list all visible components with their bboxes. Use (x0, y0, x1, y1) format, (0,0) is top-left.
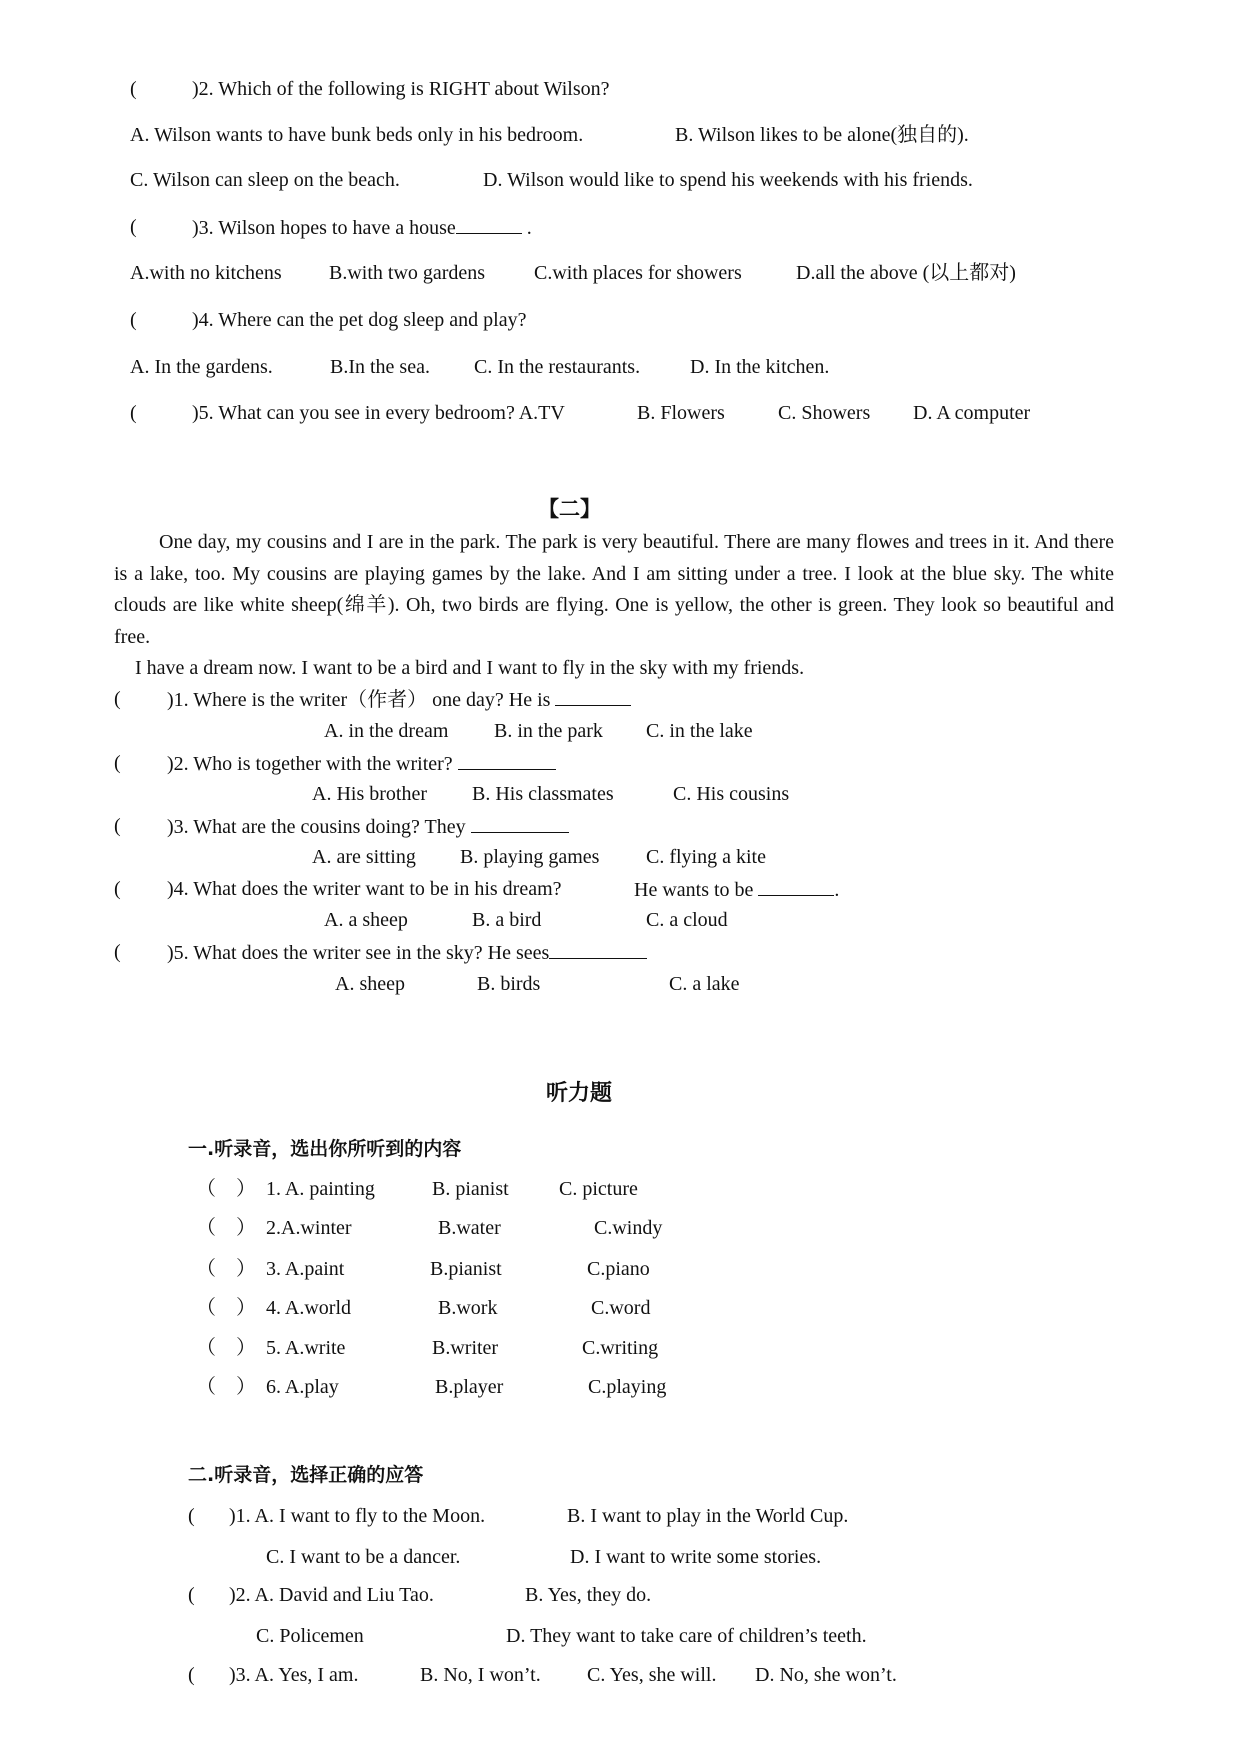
option: D. In the kitchen. (690, 356, 830, 378)
option: A. Wilson wants to have bunk beds only in his bedroom. (130, 124, 584, 146)
option: 3. A.paint (266, 1258, 345, 1280)
option: A. In the gardens. (130, 356, 273, 378)
answer-blank (555, 687, 631, 706)
section-heading: 一.听录音，选出你所听到的内容 (188, 1138, 462, 1160)
option: C. His cousins (673, 783, 790, 805)
question-text: )4. What does the writer want to be in his dream? (167, 878, 562, 900)
option: B. Yes, they do. (525, 1584, 652, 1606)
answer-paren-open: （ (196, 1337, 216, 1359)
option: )3. A. Yes, I am. (229, 1664, 359, 1686)
option: 1. A. painting (266, 1178, 375, 1200)
question-tail: . (834, 879, 840, 901)
option: B.water (438, 1217, 501, 1239)
option: C.word (591, 1297, 651, 1319)
option: C. in the lake (646, 720, 753, 742)
answer-paren: ( (188, 1584, 195, 1606)
question-line (167, 751, 556, 776)
option: 6. A.play (266, 1376, 339, 1398)
listening-title: 听力题 (546, 1081, 613, 1106)
passage-paragraph: I have a dream now. I want to be a bird and I want to fly in the sky with my friends. (135, 657, 805, 679)
option: )1. A. I want to fly to the Moon. (229, 1505, 486, 1527)
answer-paren: ( (188, 1664, 195, 1686)
option: C.playing (588, 1376, 667, 1398)
option: B. birds (477, 973, 541, 995)
option: A. a sheep (324, 909, 408, 931)
option: D. A computer (913, 402, 1031, 424)
option: D. They want to take care of children’s teeth. (506, 1625, 867, 1647)
question-line (634, 877, 839, 902)
answer-blank (549, 940, 647, 959)
answer-paren-open: （ (196, 1217, 216, 1239)
option: B. Flowers (637, 402, 725, 424)
option: B. I want to play in the World Cup. (567, 1505, 849, 1527)
question-line (167, 940, 647, 965)
question-text: )3. Wilson hopes to have a house (192, 217, 456, 239)
option: B.work (438, 1297, 498, 1319)
option: C. Wilson can sleep on the beach. (130, 169, 400, 191)
option: C.windy (594, 1217, 663, 1239)
answer-paren-open: （ (196, 1376, 216, 1398)
option: A. in the dream (324, 720, 449, 742)
answer-paren: ( (114, 878, 121, 900)
option: C. a lake (669, 973, 740, 995)
option: B. Wilson likes to be alone(独自的). (675, 124, 969, 146)
answer-blank (471, 814, 569, 833)
option: C. picture (559, 1178, 638, 1200)
option: B.with two gardens (329, 262, 486, 284)
answer-paren-close: ） (236, 1178, 256, 1200)
section-heading: 【二】 (538, 497, 601, 521)
answer-paren-close: ） (236, 1258, 256, 1280)
reading-passage (114, 527, 1114, 685)
option: A. His brother (312, 783, 427, 805)
question-text: )5. What can you see in every bedroom? A.TV (192, 402, 565, 424)
option: B. pianist (432, 1178, 509, 1200)
option: B. No, I won’t. (420, 1664, 541, 1686)
answer-blank (456, 215, 522, 234)
option: A.with no kitchens (130, 262, 282, 284)
answer-paren-close: ） (236, 1337, 256, 1359)
answer-paren: ( (130, 309, 137, 331)
answer-paren-open: （ (196, 1258, 216, 1280)
section-heading: 二.听录音，选择正确的应答 (188, 1464, 424, 1486)
passage-paragraph: One day, my cousins and I are in the park. The park is very beautiful. There are many flowes and trees in it. And there is a lake, too. My cousins are playing games by the lake. And I am sitting under a tree. I look at the blue sky. The white clouds are like white sheep(绵羊). Oh, two birds are flying. One is yellow, the other is green. They look so beautiful and free. (114, 531, 1114, 648)
question-text: )2. Who is together with the writer? (167, 753, 453, 775)
option: 2.A.winter (266, 1217, 352, 1239)
option: C.with places for showers (534, 262, 742, 284)
answer-paren-close: ） (236, 1297, 256, 1319)
answer-paren: ( (130, 78, 137, 100)
answer-paren-open: （ (196, 1178, 216, 1200)
question-text: )1. Where is the writer（作者） one day? He is (167, 689, 551, 711)
option: C. In the restaurants. (474, 356, 641, 378)
option: D. I want to write some stories. (570, 1546, 822, 1568)
option: C.writing (582, 1337, 659, 1359)
option: D. No, she won’t. (755, 1664, 897, 1686)
option: D. Wilson would like to spend his weekends with his friends. (483, 169, 973, 191)
option: B. a bird (472, 909, 542, 931)
option: C.piano (587, 1258, 650, 1280)
option: B. playing games (460, 846, 600, 868)
option: A. are sitting (312, 846, 416, 868)
option: 4. A.world (266, 1297, 351, 1319)
answer-blank (458, 751, 556, 770)
option: B.writer (432, 1337, 499, 1359)
answer-paren: ( (114, 941, 121, 963)
option: C. Yes, she will. (587, 1664, 717, 1686)
answer-paren: ( (188, 1505, 195, 1527)
question-tail: . (526, 217, 532, 239)
answer-blank (758, 877, 834, 896)
answer-paren-close: ） (236, 1217, 256, 1239)
answer-paren-close: ） (236, 1376, 256, 1398)
option: B. in the park (494, 720, 603, 742)
question-extra: He wants to be (634, 879, 754, 901)
answer-paren: ( (130, 216, 137, 238)
answer-paren: ( (114, 752, 121, 774)
option: C. Policemen (256, 1625, 364, 1647)
option: )2. A. David and Liu Tao. (229, 1584, 434, 1606)
question-text: )4. Where can the pet dog sleep and play? (192, 309, 527, 331)
option: C. a cloud (646, 909, 728, 931)
option: B.player (435, 1376, 504, 1398)
answer-paren-open: （ (196, 1297, 216, 1319)
option: C. I want to be a dancer. (266, 1546, 461, 1568)
question-text: )5. What does the writer see in the sky? He sees (167, 942, 550, 964)
option: C. flying a kite (646, 846, 766, 868)
answer-paren: ( (114, 815, 121, 837)
option: C. Showers (778, 402, 871, 424)
question-text: )2. Which of the following is RIGHT about Wilson? (192, 78, 610, 100)
question-line (167, 687, 631, 712)
option: B.pianist (430, 1258, 502, 1280)
question-text: )3. What are the cousins doing? They (167, 816, 466, 838)
option: A. sheep (335, 973, 405, 995)
question-line (167, 814, 569, 839)
question-line (192, 215, 532, 240)
option: D.all the above (以上都对) (796, 262, 1016, 284)
answer-paren: ( (130, 402, 137, 424)
answer-paren: ( (114, 688, 121, 710)
option: B. His classmates (472, 783, 614, 805)
option: 5. A.write (266, 1337, 346, 1359)
option: B.In the sea. (330, 356, 430, 378)
